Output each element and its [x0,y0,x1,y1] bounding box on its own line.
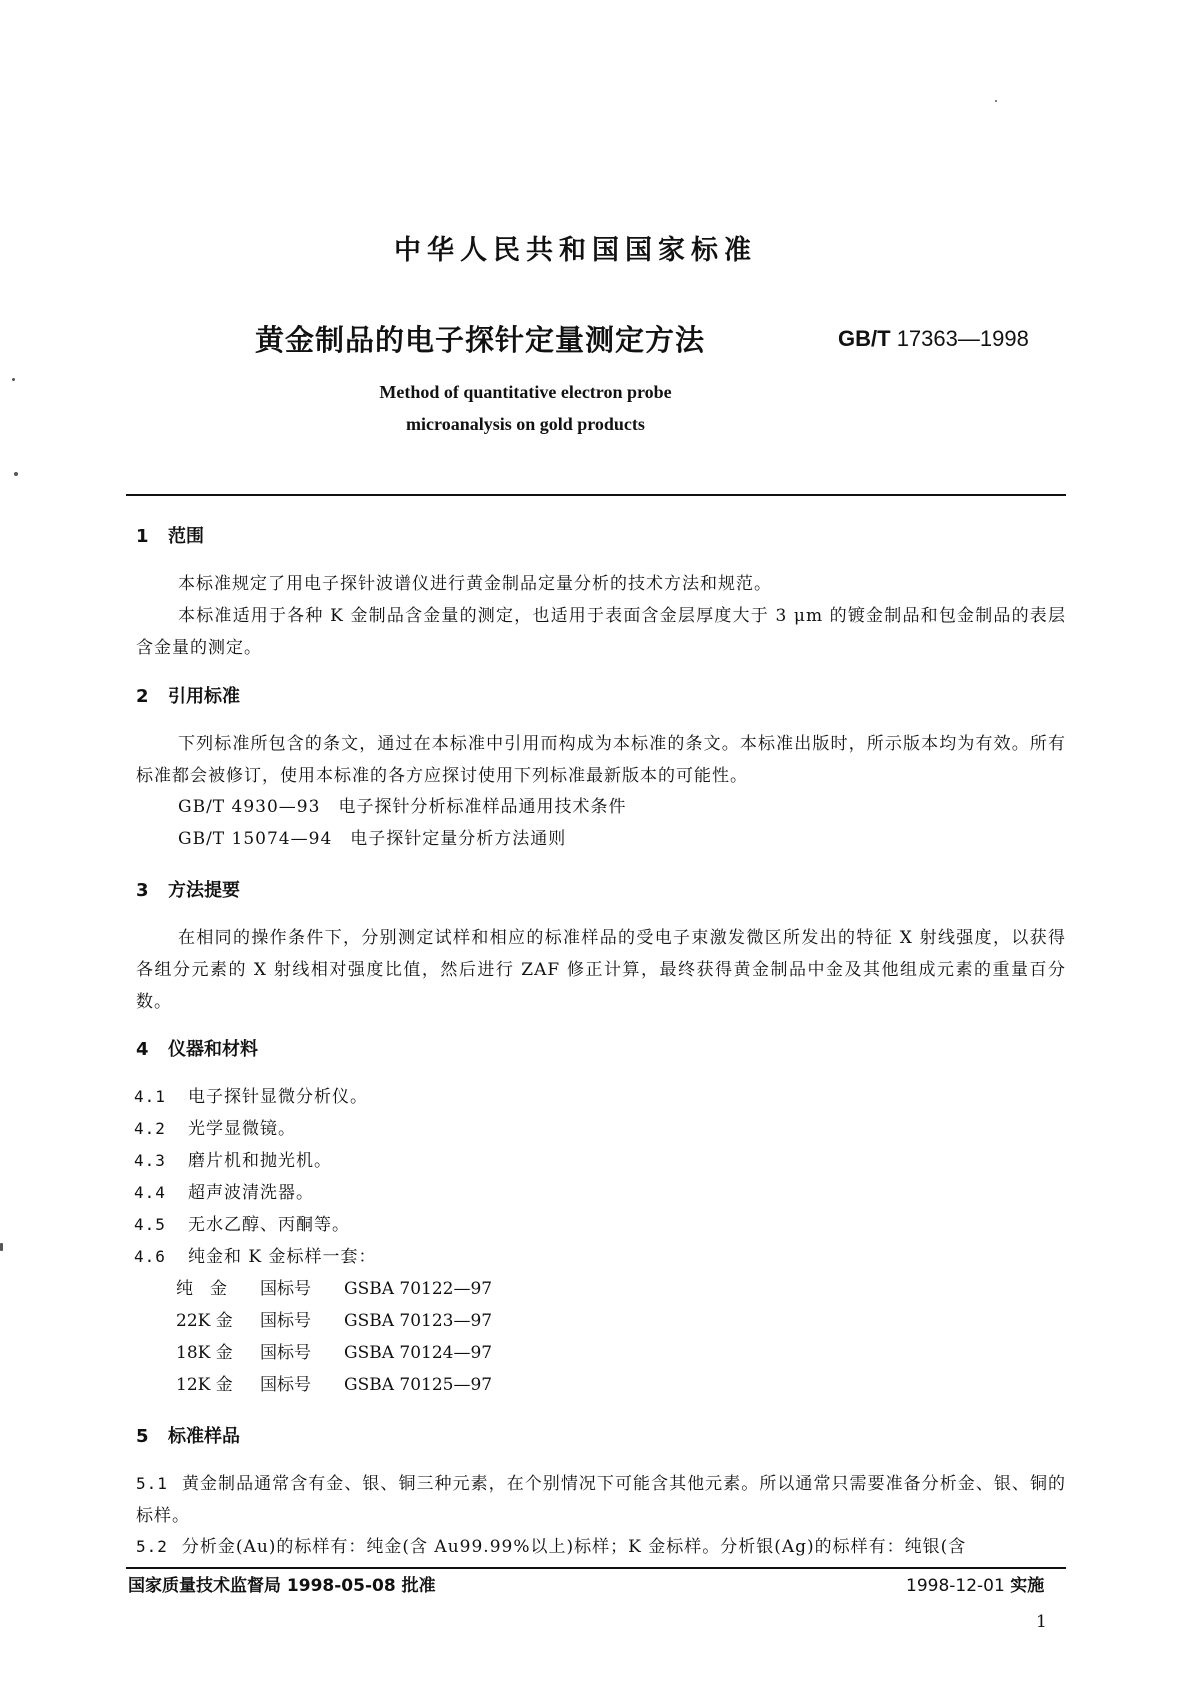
sample-label: 国标号 [260,1311,311,1331]
item-number: 4.6 [134,1247,166,1266]
sample-name: 12K 金 [176,1375,233,1395]
item-number: 5.2 [136,1537,168,1556]
item-text: 光学显微镜。 [188,1119,296,1139]
item-number: 4.1 [134,1087,166,1106]
section-3-paragraph-1: 在相同的操作条件下，分别测定试样和相应的标准样品的受电子束激发微区所发出的特征 X 射线强度，以获得各组分元素的 X 射线相对强度比值，然后进行 ZAF 修正计算，最终获得黄金制品中金及其他组成元素的重量百分数。 [136,928,1066,1012]
section-title: 范围 [168,526,204,547]
section-4-heading [136,1035,258,1061]
sample-code: GSBA 70125—97 [344,1375,493,1395]
section-5-heading [136,1422,240,1448]
scan-speck [0,1243,3,1251]
scan-speck [995,100,997,102]
item-text: 超声波清洗器。 [188,1183,314,1203]
sample-label: 国标号 [260,1343,311,1363]
section-5-paragraph-2 [136,1532,966,1557]
sample-name: 纯 金 [176,1279,227,1299]
section-1-paragraph-1: 本标准规定了用电子探针波谱仪进行黄金制品定量分析的技术方法和规范。 [178,574,772,594]
list-item [134,1114,296,1139]
section-1-paragraph-2: 本标准适用于各种 K 金制品含金量的测定，也适用于表面含金层厚度大于 3 μm 的镀金制品和包金制品的表层含金量的测定。 [136,606,1066,658]
section-number: 1 [136,526,149,547]
item-text: 分析金(Au)的标样有：纯金(含 Au99.99%以上)标样；K 金标样。分析银(Ag)的标样有：纯银(含 [181,1537,967,1557]
list-item [134,1146,332,1171]
section-number: 4 [136,1039,149,1060]
section-title: 方法提要 [168,880,240,901]
document-title-cn: 黄金制品的电子探针定量测定方法 [255,323,706,357]
sample-code: GSBA 70123—97 [344,1311,493,1331]
section-number: 2 [136,686,149,707]
implementation-date: 1998-12-01 [906,1576,1005,1596]
sample-row [176,1274,492,1299]
list-item [134,1242,377,1267]
header-divider [126,494,1066,496]
sample-name: 18K 金 [176,1343,233,1363]
approval-info: 国家质量技术监督局 1998-05-08 批准 [128,1576,436,1596]
document-title-en-line2: microanalysis on gold products [406,414,645,434]
page-number: 1 [1036,1612,1047,1632]
footer-divider [126,1567,1066,1569]
list-item [134,1082,368,1107]
sample-code: GSBA 70124—97 [344,1343,493,1363]
item-number: 4.5 [134,1215,166,1234]
sample-code: GSBA 70122—97 [344,1279,493,1299]
reference-standard-2: GB/T 15074—94 电子探针定量分析方法通则 [178,829,567,849]
section-number: 3 [136,880,149,901]
item-number: 4.2 [134,1119,166,1138]
item-text: 磨片机和抛光机。 [188,1151,332,1171]
item-text: 无水乙醇、丙酮等。 [188,1215,350,1235]
sample-name: 22K 金 [176,1311,233,1331]
item-text: 黄金制品通常含有金、银、铜三种元素，在个别情况下可能含其他元素。所以通常只需要准备分析金、银、铜的标样。 [136,1474,1066,1526]
section-5-paragraph-1 [136,1468,1066,1532]
section-2-paragraph-1: 下列标准所包含的条文，通过在本标准中引用而构成为本标准的条文。本标准出版时，所示版本均为有效。所有标准都会被修订，使用本标准的各方应探讨使用下列标准最新版本的可能性。 [136,734,1066,786]
section-title: 仪器和材料 [168,1039,258,1060]
item-text: 纯金和 K 金标样一套： [188,1247,377,1267]
item-number: 4.4 [134,1183,166,1202]
item-text: 电子探针显微分析仪。 [188,1087,368,1107]
document-title-en-line1: Method of quantitative electron probe [379,382,672,402]
reference-standard-1: GB/T 4930—93 电子探针分析标准样品通用技术条件 [178,797,627,817]
section-1-heading [136,522,204,548]
item-number: 4.3 [134,1151,166,1170]
section-title: 标准样品 [168,1426,240,1447]
section-3-heading [136,876,240,902]
section-title: 引用标准 [168,686,240,707]
list-item [134,1178,314,1203]
section-number: 5 [136,1426,149,1447]
list-item [134,1210,350,1235]
implementation-info [906,1571,1044,1596]
standard-code [838,326,1029,352]
implementation-label: 实施 [1010,1576,1045,1596]
sample-label: 国标号 [260,1279,311,1299]
section-2-heading [136,682,240,708]
standard-code-number: 17363—1998 [896,326,1029,351]
sample-row [176,1370,492,1395]
standard-code-prefix: GB/T [838,326,891,351]
item-number: 5.1 [136,1474,168,1493]
national-standard-heading: 中华人民共和国国家标准 [394,235,757,266]
scan-speck [12,378,15,381]
sample-row [176,1338,492,1363]
sample-label: 国标号 [260,1375,311,1395]
scan-speck [14,472,18,476]
sample-row [176,1306,492,1331]
